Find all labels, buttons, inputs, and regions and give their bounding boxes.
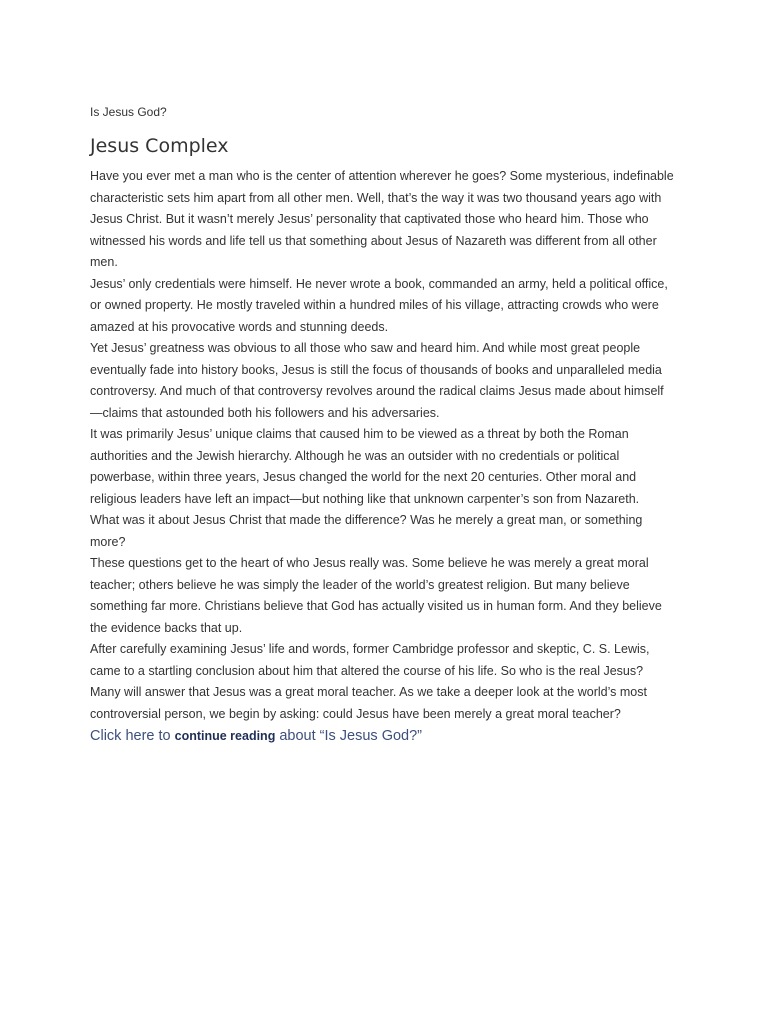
continue-reading-line xyxy=(90,725,676,747)
paragraph-5: What was it about Jesus Christ that made the difference? Was he merely a great man, or something more? xyxy=(90,513,643,549)
article-body xyxy=(90,166,676,747)
paragraph-2: Jesus’ only credentials were himself. He never wrote a book, commanded an army, held a political office, or owned property. He mostly traveled within a hundred miles of his village, attracting crowds who were amazed at his provocative words and stunning deeds. xyxy=(90,276,668,334)
paragraph-1: Have you ever met a man who is the center of attention wherever he goes? Some mysterious, indefinable characteristic sets him apart from all other men. Well, that’s the way it was two thousand years ago with Jesus Christ. But it wasn’t merely Jesus’ personality that captivated those who heard him. Those who witnessed his words and life tell us that something about Jesus of Nazareth was different from all other men. xyxy=(90,169,674,269)
document-title: Is Jesus God? xyxy=(90,105,167,119)
paragraph-3: Yet Jesus’ greatness was obvious to all those who saw and heard him. And while most great people eventually fade into history books, Jesus is still the focus of thousands of books and unparalleled media controversy. And much of that controversy revolves around the radical claims Jesus made about himself—claims that astounded both his followers and his adversaries. xyxy=(90,341,664,420)
paragraph-7: After carefully examining Jesus’ life and words, former Cambridge professor and skeptic, C. S. Lewis, came to a startling conclusion about him that altered the course of his life. So who is the real Jesus? Many will answer that Jesus was a great moral teacher. As we take a deeper look at the world’s most controversial person, we begin by asking: could Jesus have been merely a great moral teacher? xyxy=(90,642,650,721)
section-heading: Jesus Complex xyxy=(90,135,229,157)
continue-reading-link[interactable]: continue reading xyxy=(174,729,276,743)
cta-suffix: about “Is Jesus God?” xyxy=(275,728,423,744)
cta-prefix: Click here to xyxy=(90,728,175,744)
paragraph-4: It was primarily Jesus’ unique claims that caused him to be viewed as a threat by both the Roman authorities and the Jewish hierarchy. Although he was an outsider with no credentials or political powerbase, within three years, Jesus changed the world for the next 20 centuries. Other moral and religious leaders have left an impact—but nothing like that unknown carpenter’s son from Nazareth. xyxy=(90,427,640,506)
paragraph-6: These questions get to the heart of who Jesus really was. Some believe he was merely a great moral teacher; others believe he was simply the leader of the world’s greatest religion. But many believe something far more. Christians believe that God has actually visited us in human form. And they believe the evidence backs that up. xyxy=(90,556,662,635)
